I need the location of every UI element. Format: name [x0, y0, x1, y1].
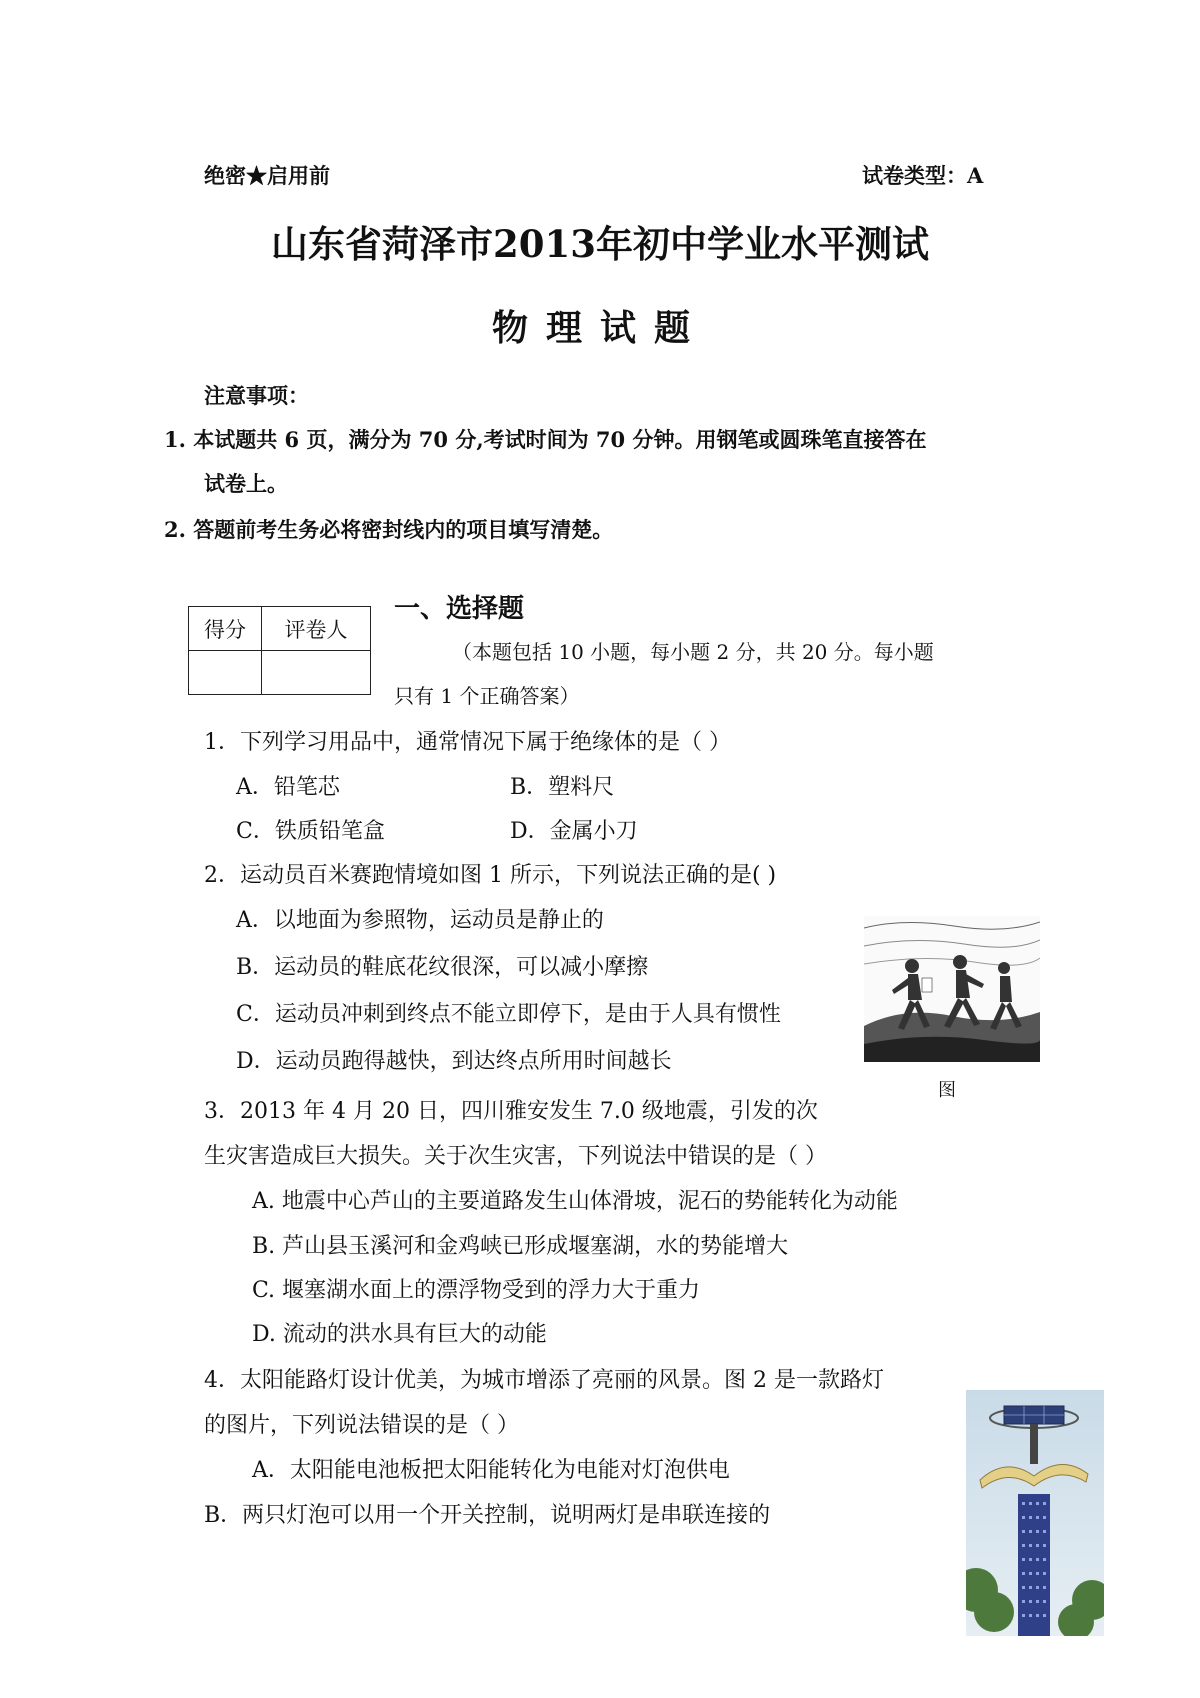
- solar-streetlight-figure: [966, 1390, 1104, 1636]
- confidential-label: 绝密★启用前: [204, 163, 330, 188]
- exam-title: 山东省菏泽市2013年初中学业水平测试: [271, 222, 929, 266]
- grader-cell: [262, 651, 371, 695]
- question-4-option-b: B．两只灯泡可以用一个开关控制，说明两灯是串联连接的: [204, 1503, 771, 1528]
- section-desc: （本题包括 10 小题，每小题 2 分，共 20 分。每小题: [452, 640, 934, 664]
- question-2-option-a: A．以地面为参照物，运动员是静止的: [236, 908, 604, 933]
- question-3-option-b: B. 芦山县玉溪河和金鸡峡已形成堰塞湖，水的势能增大: [252, 1234, 789, 1259]
- section-title: 一、选择题: [394, 594, 525, 624]
- grader-header: 评卷人: [262, 607, 371, 651]
- question-1-option-a: A．铅笔芯: [236, 775, 340, 800]
- question-2-stem: 2．运动员百米赛跑情境如图 1 所示，下列说法正确的是( ): [204, 863, 777, 888]
- exam-subtitle: 物理试题: [491, 307, 708, 349]
- question-4-option-a: A．太阳能电池板把太阳能转化为电能对灯泡供电: [252, 1458, 730, 1483]
- question-1-stem: 1．下列学习用品中，通常情况下属于绝缘体的是（ ）: [204, 730, 731, 755]
- question-2-option-c: C．运动员冲刺到终点不能立即停下，是由于人具有惯性: [236, 1002, 781, 1027]
- runners-figure: [864, 916, 1040, 1062]
- notice-heading: 注意事项：: [204, 383, 309, 408]
- score-cell: [189, 651, 262, 695]
- section-desc-cont: 只有 1 个正确答案）: [394, 684, 580, 708]
- question-2-option-d: D．运动员跑得越快，到达终点所用时间越长: [236, 1049, 672, 1074]
- question-1-option-d: D．金属小刀: [510, 819, 638, 844]
- question-1-option-b: B．塑料尺: [510, 775, 615, 800]
- question-3-option-a: A. 地震中心芦山的主要道路发生山体滑坡，泥石的势能转化为动能: [252, 1189, 898, 1214]
- question-3-option-c: C. 堰塞湖水面上的漂浮物受到的浮力大于重力: [252, 1278, 701, 1303]
- notice-item-1: 1. 本试题共 6 页，满分为 70 分,考试时间为 70 分钟。用钢笔或圆珠笔直接答在: [164, 427, 927, 452]
- question-4-stem: 4．太阳能路灯设计优美，为城市增添了亮丽的风景。图 2 是一款路灯: [204, 1368, 884, 1393]
- question-3-option-d: D. 流动的洪水具有巨大的动能: [252, 1322, 547, 1347]
- question-4-stem-cont: 的图片，下列说法错误的是（ ）: [204, 1413, 519, 1438]
- score-header: 得分: [189, 607, 262, 651]
- score-table: [188, 606, 371, 695]
- question-3-stem: 3．2013 年 4 月 20 日，四川雅安发生 7.0 级地震，引发的次: [204, 1099, 818, 1124]
- question-1-option-c: C．铁质铅笔盒: [236, 819, 385, 844]
- paper-type-label: 试卷类型：A: [862, 163, 984, 188]
- question-3-stem-cont: 生灾害造成巨大损失。关于次生灾害，下列说法中错误的是（ ）: [204, 1144, 827, 1169]
- notice-item-1-cont: 试卷上。: [204, 471, 288, 496]
- figure-1-caption: 图: [938, 1080, 956, 1101]
- notice-item-2: 2. 答题前考生务必将密封线内的项目填写清楚。: [164, 517, 614, 542]
- question-2-option-b: B．运动员的鞋底花纹很深，可以减小摩擦: [236, 955, 649, 980]
